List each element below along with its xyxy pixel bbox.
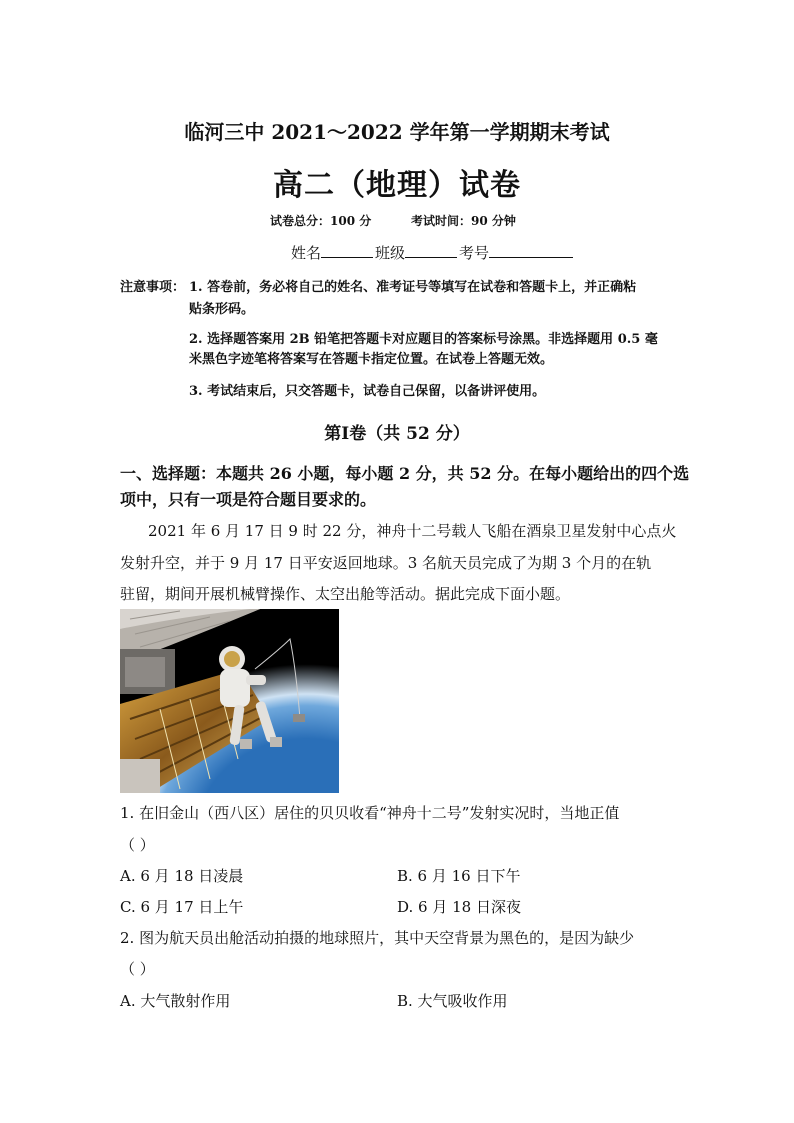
part-instructions-cont: 项中，只有一项是符合题目要求的。: [120, 490, 377, 509]
number-blank[interactable]: [489, 243, 573, 258]
exam-time: 考试时间：90 分钟: [411, 214, 516, 228]
question-1-blank: （ ）: [120, 836, 155, 854]
school-exam-title: 临河三中 2021～2022 学年第一学期期末考试: [184, 120, 610, 144]
question-1-stem: 1. 在旧金山（西八区）居住的贝贝收看“神舟十二号”发射实况时，当地正值: [120, 804, 620, 822]
question-2-blank: （ ）: [120, 960, 155, 978]
name-blank[interactable]: [321, 243, 373, 258]
question-1-option-d: D. 6 月 18 日深夜: [397, 898, 521, 916]
name-label: 姓名: [291, 244, 322, 262]
passage-line-2: 发射升空，并于 9 月 17 日平安返回地球。3 名航天员完成了为期 3 个月的在轨: [120, 554, 652, 572]
notice-item-3: 3. 考试结束后，只交答题卡，试卷自己保留，以备讲评使用。: [189, 384, 546, 399]
paper-title: 高二（地理）试卷: [273, 168, 521, 203]
notice-item-1-cont: 贴条形码。: [189, 302, 255, 317]
astronaut-spacewalk-photo: [120, 609, 339, 793]
passage-line-3: 驻留，期间开展机械臂操作、太空出舱等活动。据此完成下面小题。: [120, 585, 571, 603]
question-2-stem: 2. 图为航天员出舱活动拍摄的地球照片，其中天空背景为黑色的，是因为缺少: [120, 929, 635, 947]
student-info-fields: [291, 242, 575, 263]
part-instructions: 一、选择题：本题共 26 小题，每小题 2 分，共 52 分。在每小题给出的四个选: [120, 464, 690, 483]
number-label: 考号: [459, 244, 490, 262]
question-2-option-a: A. 大气散射作用: [120, 992, 231, 1010]
question-1-option-c: C. 6 月 17 日上午: [120, 898, 244, 916]
notice-item-1: 1. 答卷前，务必将自己的姓名、准考证号等填写在试卷和答题卡上，并正确粘: [189, 280, 637, 295]
section-heading: 第Ⅰ卷（共 52 分）: [324, 424, 470, 444]
question-1-option-a: A. 6 月 18 日凌晨: [120, 867, 244, 885]
passage-line-1: 2021 年 6 月 17 日 9 时 22 分，神舟十二号载人飞船在酒泉卫星发射中心点火: [148, 522, 677, 540]
question-1-option-b: B. 6 月 16 日下午: [397, 867, 521, 885]
notice-label: 注意事项：: [120, 280, 186, 295]
question-2-option-b: B. 大气吸收作用: [397, 992, 508, 1010]
notice-item-2-cont: 米黑色字迹笔将答案写在答题卡指定位置。在试卷上答题无效。: [189, 352, 554, 367]
class-blank[interactable]: [405, 243, 457, 258]
notice-item-2: 2. 选择题答案用 2B 铅笔把答题卡对应题目的答案标号涂黑。非选择题用 0.5 毫: [189, 332, 658, 347]
class-label: 班级: [375, 244, 406, 262]
total-score: 试卷总分：100 分: [270, 214, 372, 228]
